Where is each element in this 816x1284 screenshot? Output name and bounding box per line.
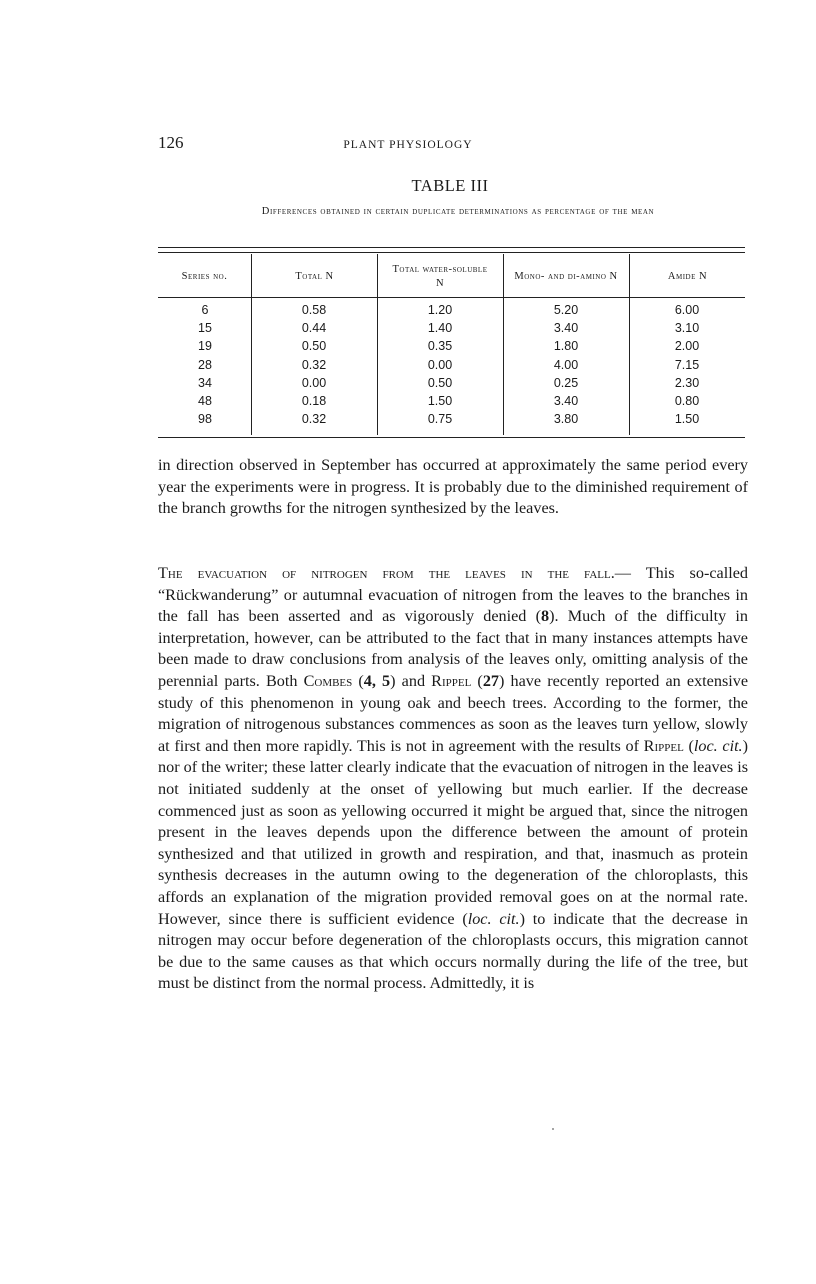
text-run: (	[352, 671, 364, 690]
reference: 8	[540, 607, 550, 626]
table-cell: 2.30	[674, 375, 700, 390]
citation-note: loc. cit.	[693, 736, 743, 755]
text-run: (	[683, 736, 694, 755]
table-cell: 3.40	[553, 394, 579, 408]
table-cell: 3.40	[553, 321, 579, 336]
author-name: Rippel	[643, 736, 684, 755]
section-heading: The evacuation of nitrogen from the leaves in the fall.—	[158, 564, 631, 582]
table-cell: 0.44	[301, 321, 327, 336]
series-number-cell: 28	[198, 357, 212, 372]
table-cell: 0.58	[301, 303, 327, 317]
table-cell: 5.20	[553, 303, 579, 317]
column-header-series: Series no.	[181, 271, 228, 282]
table-cell: 1.50	[674, 412, 700, 427]
table-caption: Differences obtained in certain duplicate determinations as percentage of the mean	[261, 206, 655, 217]
series-number-cell: 15	[198, 321, 212, 336]
text-run: ) and	[390, 671, 432, 690]
series-number-cell: 98	[198, 412, 212, 427]
citation-note: loc. cit.	[467, 909, 520, 928]
table-cell: 3.80	[553, 412, 579, 427]
table-cell: 0.50	[301, 339, 327, 354]
table-cell: 0.25	[553, 375, 579, 390]
table-title: TABLE III	[411, 176, 489, 195]
column-header-amino-n: Mono- and di-amino N	[514, 271, 618, 282]
table-top-rule	[158, 247, 745, 248]
series-number-cell: 6	[201, 303, 209, 317]
column-divider	[377, 254, 378, 435]
column-header-total-n: Total N	[295, 271, 334, 282]
table-cell: 0.00	[427, 357, 453, 372]
table-cell: 7.15	[674, 357, 700, 372]
table-cell: 0.50	[427, 375, 453, 390]
author-name: Combes	[303, 671, 353, 690]
table-cell: 0.75	[427, 412, 453, 427]
table-bottom-rule	[158, 437, 745, 438]
paragraph-2-text	[158, 563, 748, 995]
body-paragraph-1	[158, 455, 748, 520]
text-run: ) have recently reported an extensive study of this phenomenon in young oak and beech trees. According to the former, the migration of nitrogenous substances commences as soon as the leaves turn yellow, slowly at first and then more rapidly. This is not in agreement with the results of	[158, 671, 749, 755]
column-divider	[503, 254, 504, 435]
table-cell: 4.00	[553, 357, 579, 372]
reference: 27	[482, 671, 500, 690]
table-cell: 6.00	[674, 303, 700, 317]
table-top-rule-2	[158, 252, 745, 253]
speck	[552, 1128, 554, 1130]
column-header-water-soluble-n: Total water-soluble N	[392, 264, 488, 289]
text-run: This so-called “Rückwanderung” or autumnal evacuation of nitrogen from the leaves to the branches in the fall has been asserted and as vigorously denied (	[158, 564, 748, 626]
table-cell: 0.32	[301, 412, 327, 427]
series-number-cell: 34	[198, 375, 212, 390]
page-number: 126	[158, 133, 184, 152]
series-number-cell: 19	[198, 339, 212, 354]
column-header-amide-n: Amide N	[667, 271, 708, 282]
author-name: Rippel	[431, 671, 472, 690]
table-cell: 0.18	[301, 394, 327, 408]
text-run: ) to indicate that the decrease in nitrogen may occur before degeneration of the chloroplasts occurs, this migration cannot be due to the same causes as that which occurs normally during the life of the tree, but must be distinct from the normal process. Admittedly, it is	[158, 909, 748, 993]
text-run: ). Much of the difficulty in interpretation, however, can be attributed to the fact that in many instances attempts have been made to draw conclusions from analysis of the leaves only, omitting analysis of the perennial parts. Both	[158, 607, 749, 690]
text-run: ) nor of the writer; these latter clearly indicate that the evacuation of nitrogen in the leaves is not initiated suddenly at the onset of yellowing but much earlier. If the decrease commenced just as soon as yellowing occurred it might be argued that, since the nitrogen present in the leaves depends upon the difference between the amount of protein synthesized and that utilized in growth and respiration, and that, inasmuch as protein synthesis decreases in the autumn owing to the degeneration of the chloroplasts, this affords an explanation of the migration provided removal goes on at the normal rate. However, since there is sufficient evidence (	[158, 736, 748, 928]
table-cell: 0.35	[427, 339, 453, 354]
paragraph-1-text: in direction observed in September has occurred at approximately the same period every year the experiments were in progress. It is probably due to the diminished requirement of the branch growths for the nitrogen synthesized by the leaves.	[158, 456, 748, 518]
table-cell: 0.00	[301, 375, 327, 390]
body-paragraph-2	[158, 563, 748, 995]
table-cell: 2.00	[674, 339, 700, 354]
table-header-rule	[158, 297, 745, 298]
table-cell: 0.80	[674, 394, 700, 408]
text-run: (	[471, 671, 483, 690]
table-cell: 0.32	[301, 357, 327, 372]
series-number-cell: 48	[198, 394, 212, 408]
table-cell: 1.80	[553, 339, 579, 354]
table-cell: 1.40	[427, 321, 453, 336]
table-cell: 1.50	[427, 394, 453, 408]
running-title: PLANT PHYSIOLOGY	[343, 139, 473, 151]
reference: 4, 5	[363, 671, 391, 690]
table-cell: 1.20	[427, 303, 453, 317]
table-cell: 3.10	[674, 321, 700, 336]
